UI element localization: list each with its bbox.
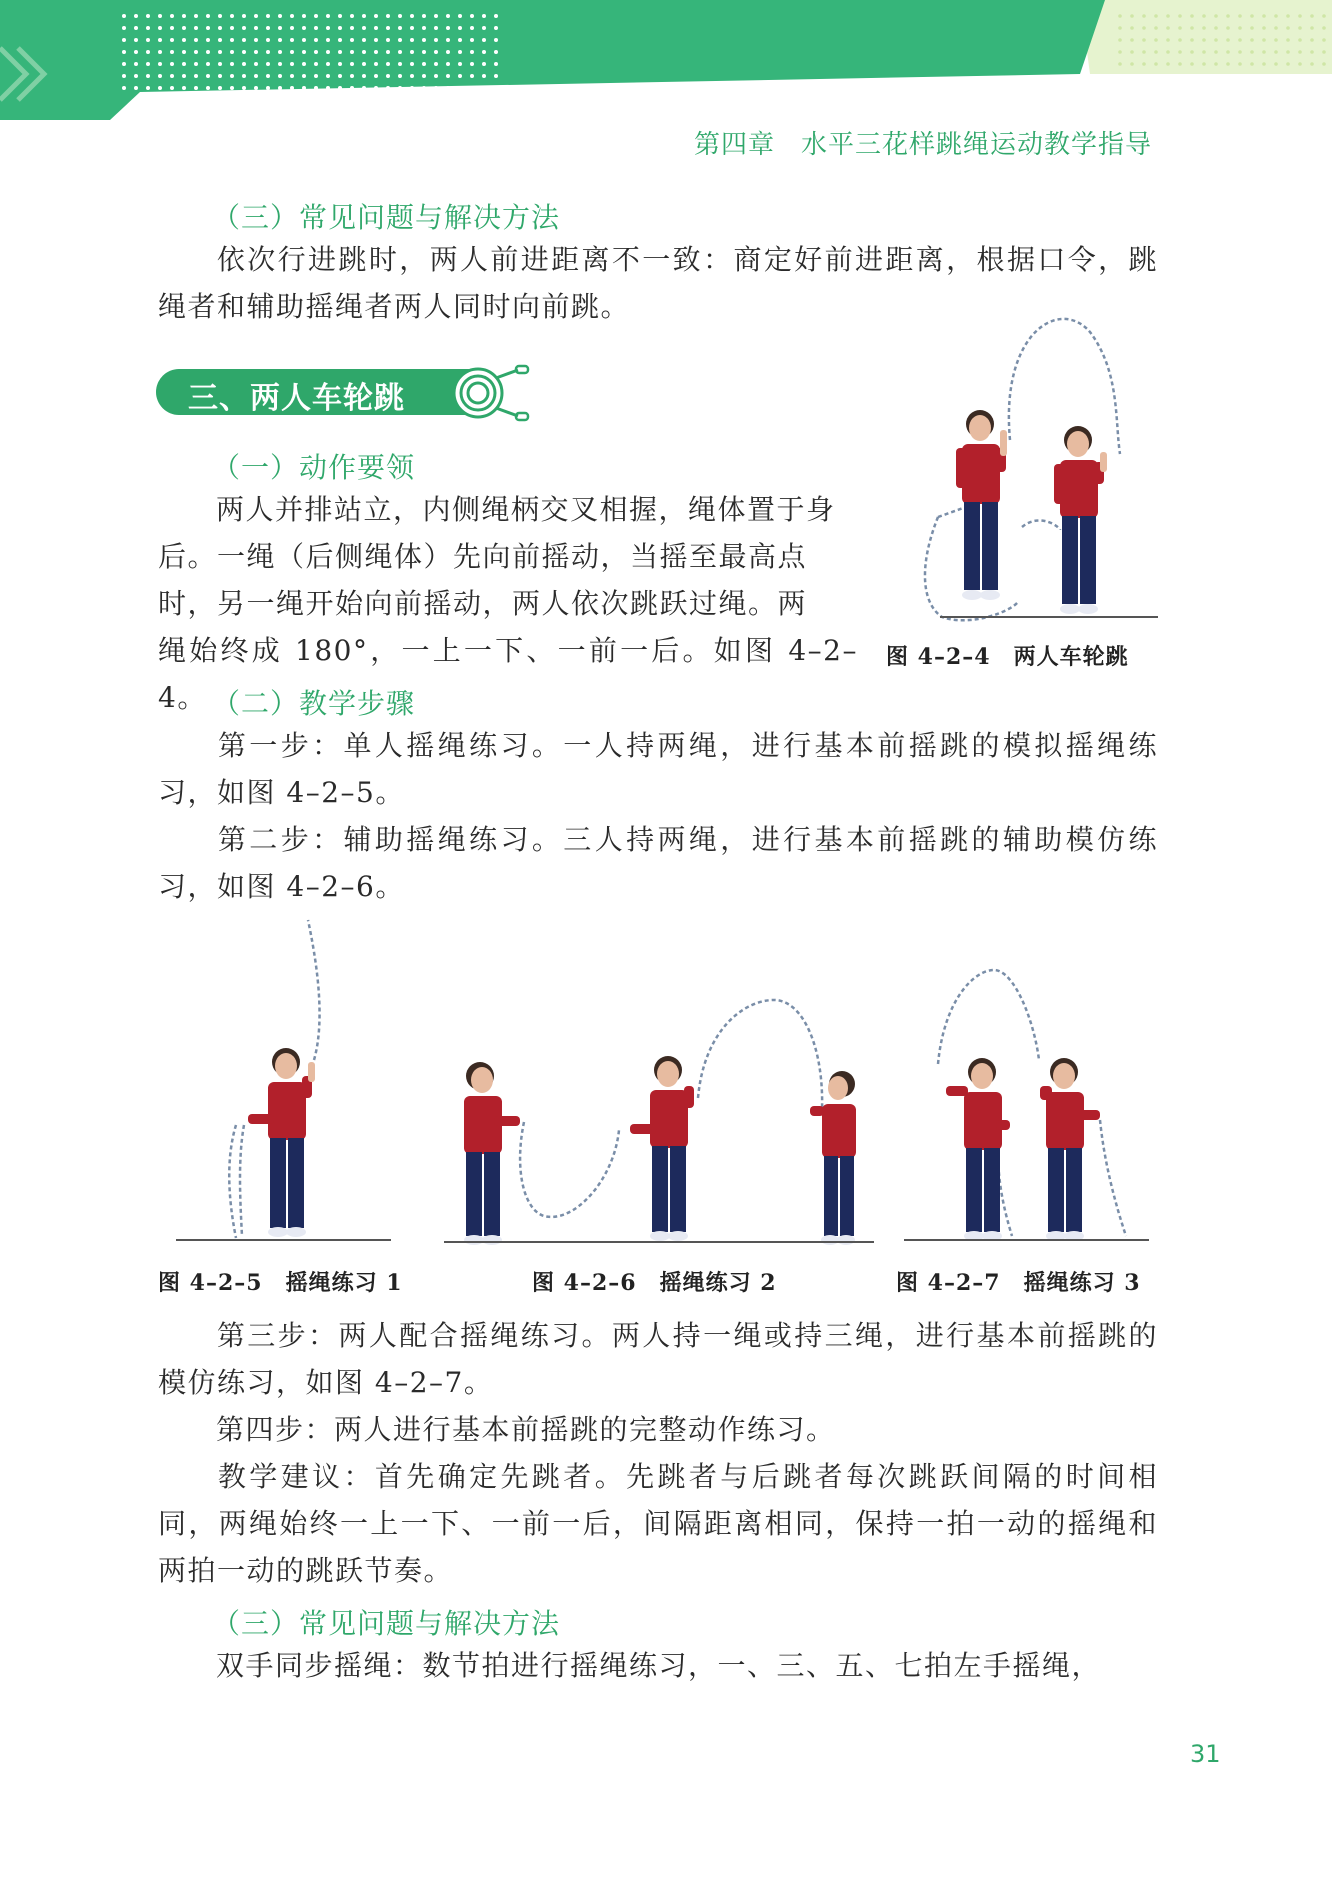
figure-4-2-4-caption: 图 4–2–4 两人车轮跳 [886,644,1129,670]
section-title: 三、两人车轮跳 [188,381,405,416]
figure-4-2-4-photo [910,312,1160,632]
chapter-number: 第四章 [693,130,775,160]
chapter-title: 水平三花样跳绳运动教学指导 [800,130,1152,160]
key-points-line-3: 时，另一绳开始向前摇动，两人依次跳跃过绳。两 [158,587,808,620]
paragraph-step-4: 第四步：两人进行基本前摇跳的完整动作练习。 [216,1413,836,1446]
problems-text: 依次行进跳时，两人前进距离不一致：商定好前进距离，根据口令，跳绳者和辅助摇绳者两人同时向前跳。 [158,243,1158,323]
paragraph-step-3: 第三步：两人配合摇绳练习。两人持一绳或持三绳，进行基本前摇跳的模仿练习，如图 4–2–7。 [158,1319,1158,1399]
section-title-pill [156,369,474,415]
paragraph-sync-rope: 双手同步摇绳：数节拍进行摇绳练习，一、三、五、七拍左手摇绳， [216,1649,1102,1682]
section-heading-problems: （三）常见问题与解决方法 [212,201,561,234]
page-number: 31 [1190,1740,1221,1768]
figure-4-2-5-photo [176,918,396,1248]
paragraph-step-1: 第一步：单人摇绳练习。一人持两绳，进行基本前摇跳的模拟摇绳练习，如图 4–2–5。 [158,729,1158,809]
paragraph-teaching-advice: 教学建议：首先确定先跳者。先跳者与后跳者每次跳跃间隔的时间相同，两绳始终一上一下、一前一后，间隔距离相同，保持一拍一动的摇绳和两拍一动的跳跃节奏。 [158,1460,1158,1587]
figure-4-2-6-caption: 图 4–2–6 摇绳练习 2 [532,1270,777,1296]
jump-rope-icon [452,362,532,424]
key-points-line-4: 绳始终成 180°，一上一下、一前一后。如图 4–2–4。 [158,634,858,714]
subheading-key-points: （一）动作要领 [212,451,416,484]
header-banner [0,0,1332,120]
paragraph-step-2: 第二步：辅助摇绳练习。三人持两绳，进行基本前摇跳的辅助模仿练习，如图 4–2–6。 [158,823,1158,903]
figure-4-2-7-caption: 图 4–2–7 摇绳练习 3 [896,1270,1141,1296]
subheading-common-problems: （三）常见问题与解决方法 [212,1607,561,1640]
person-right [1054,426,1107,614]
figure-4-2-7-photo [904,960,1154,1250]
key-points-line-2: 后。一绳（后侧绳体）先向前摇动，当摇至最高点 [158,540,808,573]
figure-4-2-6-photo [444,990,874,1248]
subheading-teaching-steps: （二）教学步骤 [212,687,416,720]
figure-4-2-5-caption: 图 4–2–5 摇绳练习 1 [158,1270,403,1296]
key-points-line-1: 两人并排站立，内侧绳柄交叉相握，绳体置于身 [216,493,836,526]
chapter-header [694,124,1152,161]
person-left [956,410,1007,600]
